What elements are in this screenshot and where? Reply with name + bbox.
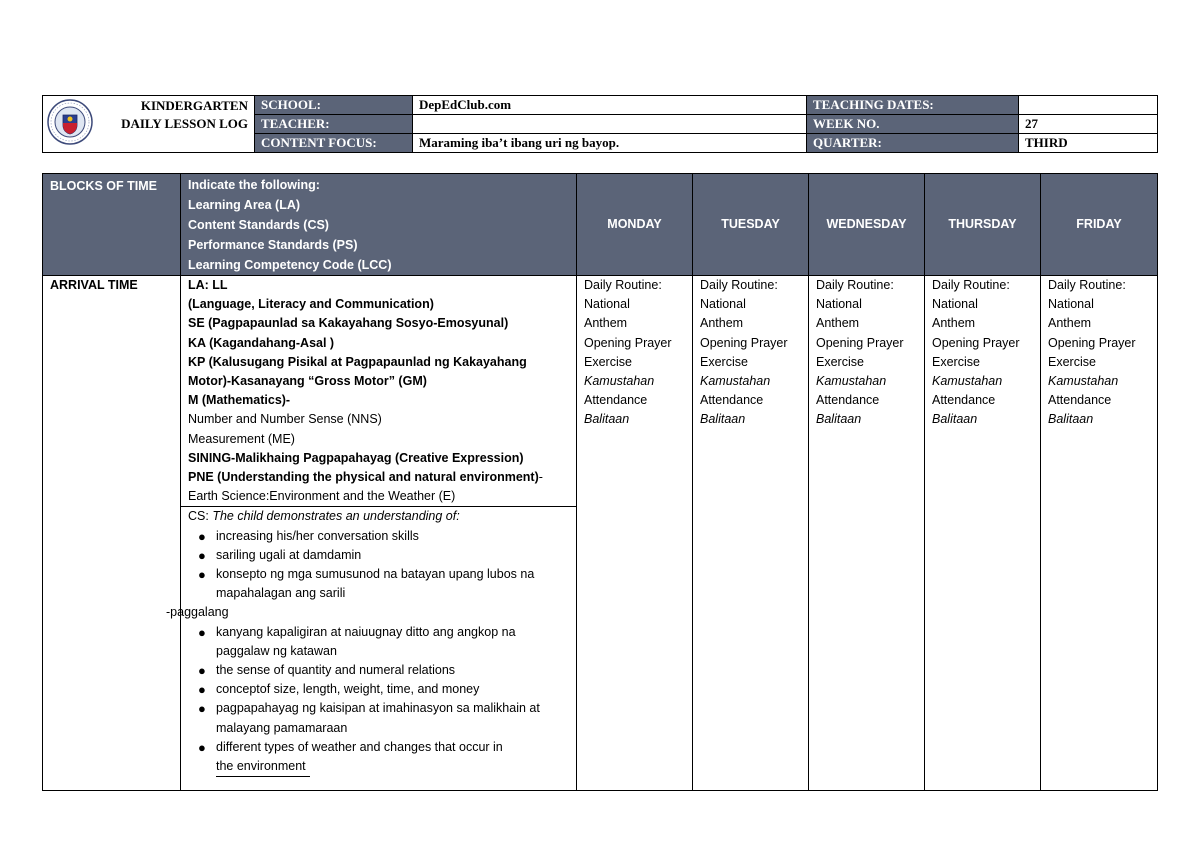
routine-line: Balitaan — [700, 412, 746, 427]
routine-wednesday — [809, 276, 925, 791]
routine-title: Daily Routine: — [816, 278, 894, 292]
indicate-line: Learning Competency Code (LCC) — [188, 258, 392, 272]
routine-line: Kamustahan — [1048, 374, 1119, 389]
routine-line: Attendance — [1048, 393, 1112, 408]
routine-title: Daily Routine: — [700, 278, 778, 292]
week-label: WEEK NO. — [807, 115, 1019, 134]
day-header-tuesday: TUESDAY — [693, 174, 809, 276]
routine-line: Anthem — [1048, 316, 1092, 331]
arrival-standards-cell — [166, 276, 577, 791]
indicate-line: Performance Standards (PS) — [188, 238, 358, 252]
routine-title: Daily Routine: — [932, 278, 1010, 292]
routine-line: Attendance — [700, 393, 764, 408]
day-header-friday: FRIDAY — [1041, 174, 1158, 276]
blocks-of-time-header: BLOCKS OF TIME — [43, 174, 181, 276]
la-line: LA: LL — [188, 278, 228, 292]
list-item: ● pagpapahayag ng kaisipan at imahinasyon sa malikhain at malayang pamamaraan — [188, 699, 569, 737]
last-bullet-line1: ● different types of weather and changes that occur in — [216, 739, 503, 754]
m-sub-line: Measurement (ME) — [188, 431, 295, 446]
routine-line: Anthem — [932, 316, 976, 331]
day-header-monday: MONDAY — [577, 174, 693, 276]
routine-line: Anthem — [700, 316, 744, 331]
pne-bold: PNE (Understanding the physical and natural environment) — [188, 470, 539, 485]
content-focus-value: Maraming iba’t ibang uri ng bayop. — [413, 134, 807, 153]
teaching-dates-label: TEACHING DATES: — [807, 96, 1019, 115]
arrival-time-label: ARRIVAL TIME — [43, 276, 181, 791]
routine-line: Exercise — [584, 354, 632, 369]
paggalang-line: -paggalang — [166, 605, 229, 620]
routine-tuesday — [693, 276, 809, 791]
week-value: 27 — [1019, 115, 1158, 134]
routine-line: Kamustahan — [700, 374, 771, 389]
routine-monday — [577, 276, 693, 791]
last-bullet-line2: the environment — [216, 757, 310, 777]
cs-intro: The child demonstrates an understanding of: — [212, 509, 460, 524]
routine-line: National — [816, 297, 862, 312]
teacher-value — [413, 115, 807, 134]
routine-line: Attendance — [816, 393, 880, 408]
routine-title: Daily Routine: — [1048, 278, 1126, 292]
title-kindergarten: KINDERGARTEN — [140, 98, 248, 113]
quarter-value: THIRD — [1019, 134, 1158, 153]
la-line: (Language, Literacy and Communication) — [188, 297, 434, 312]
la-line: SE (Pagpapaunlad sa Kakayahang Sosyo-Emosyunal) — [188, 316, 509, 331]
routine-thursday — [925, 276, 1041, 791]
indicate-line: Learning Area (LA) — [188, 198, 301, 212]
pne-rest: -Earth Science:Environment and the Weather (E) — [188, 470, 543, 504]
list-item: ● increasing his/her conversation skills — [188, 527, 569, 546]
routine-line: National — [1048, 297, 1094, 312]
routine-line: Anthem — [816, 316, 860, 331]
school-value: DepEdClub.com — [413, 96, 807, 115]
list-item: ● kanyang kapaligiran at naiuugnay ditto ang angkop na paggalaw ng katawan — [188, 623, 569, 661]
cs-bullet-list — [188, 527, 569, 604]
list-item: ● sariling ugali at damdamin — [188, 546, 569, 565]
routine-line: Attendance — [584, 393, 648, 408]
content-focus-label: CONTENT FOCUS: — [255, 134, 413, 153]
la-line: KA (Kagandahang-Asal ) — [188, 335, 335, 350]
sining-line: SINING-Malikhaing Pagpapahayag (Creative Expression) — [188, 450, 524, 465]
list-item: ● conceptof size, length, weight, time, and money — [188, 680, 569, 699]
pne-line — [188, 468, 569, 506]
routine-line: National — [932, 297, 978, 312]
teaching-dates-value — [1019, 96, 1158, 115]
routine-line: Balitaan — [816, 412, 862, 427]
indicate-line: Indicate the following: — [188, 178, 320, 192]
routine-title: Daily Routine: — [584, 278, 662, 292]
indicate-header — [181, 174, 577, 276]
table-header-row — [43, 174, 1158, 276]
list-item: ● the sense of quantity and numeral relations — [188, 661, 569, 680]
routine-line: Opening Prayer — [700, 335, 788, 350]
routine-line: Balitaan — [584, 412, 630, 427]
routine-line: Attendance — [932, 393, 996, 408]
list-item — [188, 738, 569, 777]
routine-line: Balitaan — [932, 412, 978, 427]
lesson-log-table — [42, 173, 1158, 791]
m-sub-line: Number and Number Sense (NNS) — [188, 412, 382, 427]
routine-line: Balitaan — [1048, 412, 1094, 427]
routine-line: National — [584, 297, 630, 312]
routine-line: Kamustahan — [932, 374, 1003, 389]
routine-line: Anthem — [584, 316, 628, 331]
la-line: M (Mathematics)- — [188, 393, 291, 408]
la-line: KP (Kalusugang Pisikal at Pagpapaunlad ng Kakayahang Motor)-Kasanayang “Gross Motor” (GM) — [188, 354, 527, 389]
header-table — [42, 95, 1158, 153]
day-header-wednesday: WEDNESDAY — [809, 174, 925, 276]
routine-line: Kamustahan — [816, 374, 887, 389]
school-label: SCHOOL: — [255, 96, 413, 115]
teacher-label: TEACHER: — [255, 115, 413, 134]
routine-line: Opening Prayer — [816, 335, 904, 350]
title-daily-lesson-log: DAILY LESSON LOG — [121, 116, 248, 131]
quarter-label: QUARTER: — [807, 134, 1019, 153]
routine-line: Opening Prayer — [584, 335, 672, 350]
routine-line: Exercise — [932, 354, 980, 369]
indicate-line: Content Standards (CS) — [188, 218, 329, 232]
routine-line: Exercise — [1048, 354, 1096, 369]
routine-friday — [1041, 276, 1158, 791]
routine-line: Opening Prayer — [1048, 335, 1136, 350]
arrival-time-row — [43, 276, 1158, 791]
routine-line: Kamustahan — [584, 374, 655, 389]
routine-line: National — [700, 297, 746, 312]
cs-intro-line — [188, 507, 569, 526]
routine-line: Exercise — [816, 354, 864, 369]
deped-seal-logo — [47, 99, 93, 145]
header-title-cell — [43, 96, 255, 153]
list-item: ● konsepto ng mga sumusunod na batayan upang lubos na mapahalagan ang sarili — [188, 565, 569, 603]
routine-line: Opening Prayer — [932, 335, 1020, 350]
cs-bullet-list — [188, 623, 569, 778]
day-header-thursday: THURSDAY — [925, 174, 1041, 276]
cs-label: CS: — [188, 509, 209, 524]
routine-line: Exercise — [700, 354, 748, 369]
